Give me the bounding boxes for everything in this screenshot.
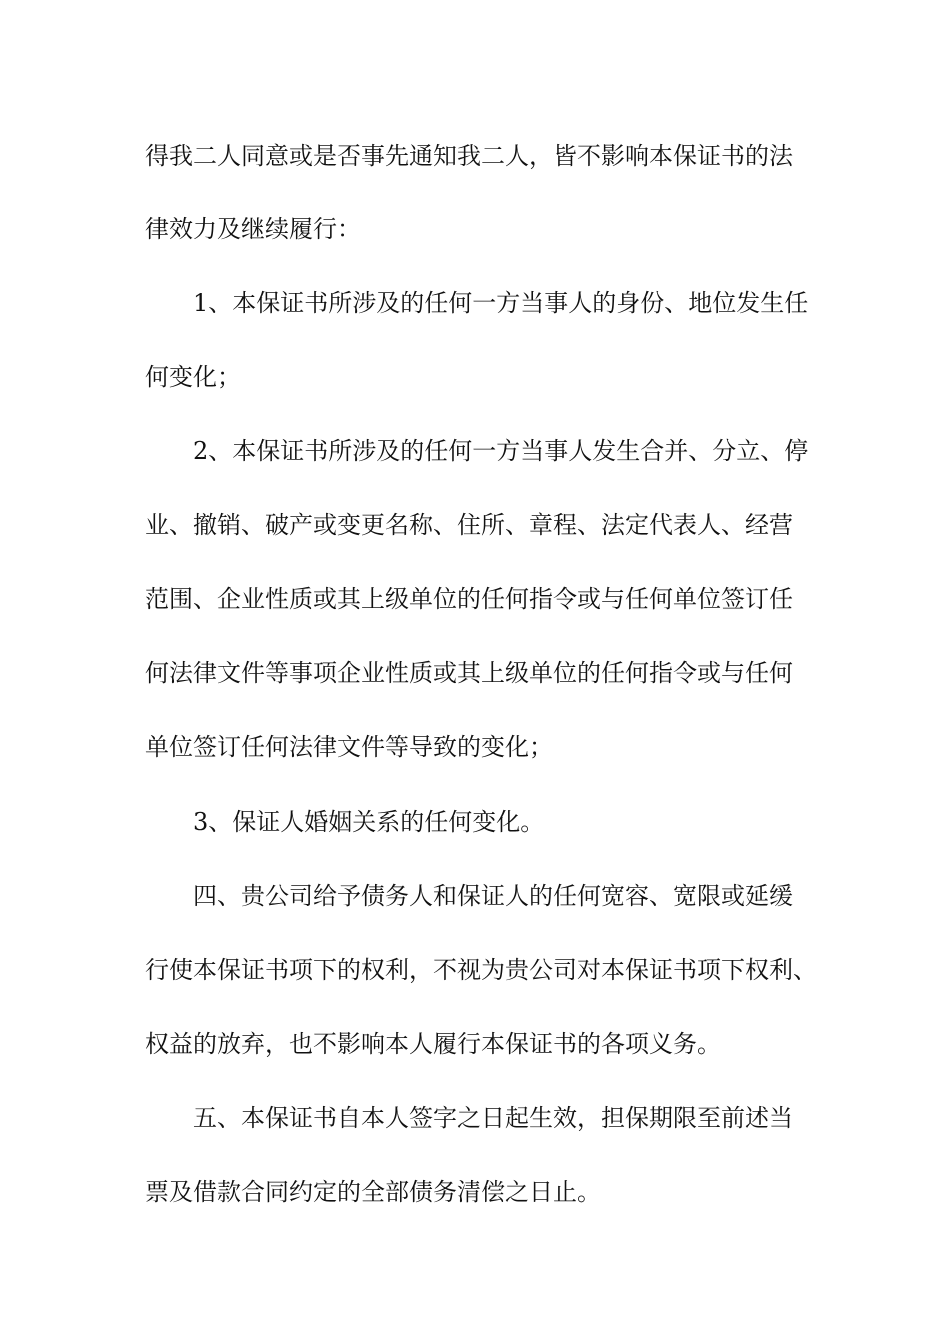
text-line: 四、贵公司给予债务人和保证人的任何宽容、宽限或延缓 bbox=[193, 882, 793, 910]
text-line: 范围、企业性质或其上级单位的任何指令或与任何单位签订任 bbox=[145, 585, 793, 613]
text-line: 2、本保证书所涉及的任何一方当事人发生合并、分立、停 bbox=[193, 437, 809, 465]
text-line: 票及借款合同约定的全部债务清偿之日止。 bbox=[145, 1178, 601, 1206]
text-line: 何法律文件等事项企业性质或其上级单位的任何指令或与任何 bbox=[145, 659, 793, 687]
text-line: 业、撤销、破产或变更名称、住所、章程、法定代表人、经营 bbox=[145, 511, 793, 539]
text-line: 律效力及继续履行： bbox=[145, 215, 361, 243]
text-line: 单位签订任何法律文件等导致的变化； bbox=[145, 733, 553, 761]
text-line: 行使本保证书项下的权利，不视为贵公司对本保证书项下权利、 bbox=[145, 956, 817, 984]
text-line: 3、保证人婚姻关系的任何变化。 bbox=[193, 808, 545, 836]
text-line: 得我二人同意或是否事先通知我二人，皆不影响本保证书的法 bbox=[145, 142, 793, 170]
text-line: 权益的放弃，也不影响本人履行本保证书的各项义务。 bbox=[145, 1030, 721, 1058]
text-line: 五、本保证书自本人签字之日起生效，担保期限至前述当 bbox=[193, 1104, 793, 1132]
text-line: 何变化； bbox=[145, 363, 241, 391]
text-line: 1、本保证书所涉及的任何一方当事人的身份、地位发生任 bbox=[193, 289, 809, 317]
